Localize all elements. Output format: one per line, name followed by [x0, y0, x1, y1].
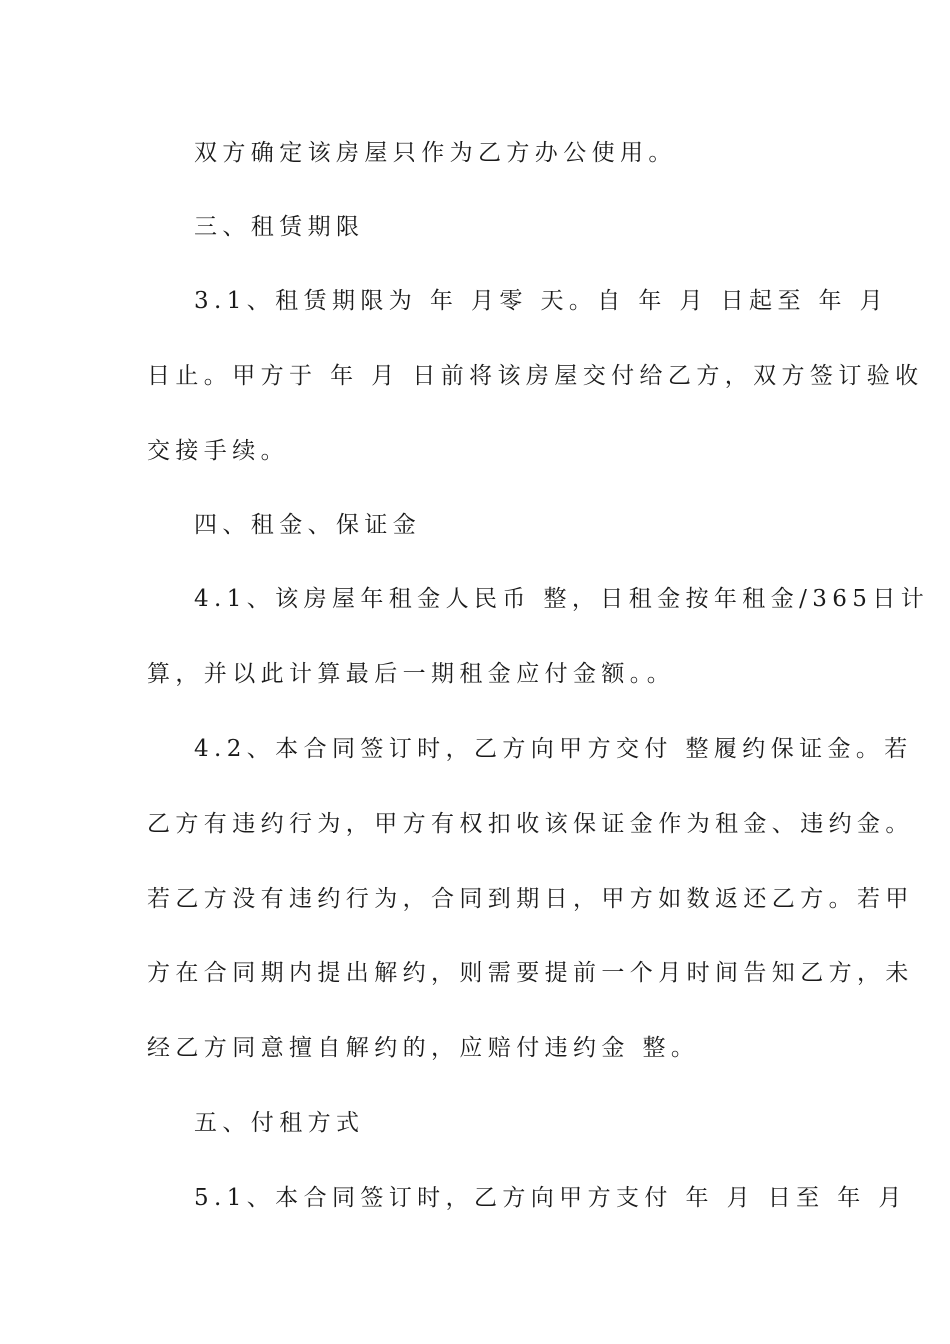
clause-4-2-line-2: 乙方有违约行为，甲方有权扣收该保证金作为租金、违约金。 [147, 811, 914, 837]
clause-3-1-line-2: 日止。甲方于 年 月 日前将该房屋交付给乙方，双方签订验收 [147, 363, 924, 389]
section-heading-rent-deposit: 四、租金、保证金 [194, 512, 422, 538]
paragraph-usage: 双方确定该房屋只作为乙方办公使用。 [194, 140, 677, 166]
section-heading-payment: 五、付租方式 [194, 1110, 365, 1136]
clause-3-1-line-3: 交接手续。 [147, 438, 289, 464]
clause-4-2-line-1: 4.2、本合同签订时，乙方向甲方交付 整履约保证金。若 [194, 736, 913, 762]
clause-4-1-line-2: 算，并以此计算最后一期租金应付金额。。 [147, 661, 676, 687]
section-heading-lease-term: 三、租赁期限 [194, 214, 365, 240]
clause-3-1-line-1: 3.1、租赁期限为 年 月零 天。自 年 月 日起至 年 月 [194, 288, 889, 314]
clause-4-2-line-4: 方在合同期内提出解约，则需要提前一个月时间告知乙方，未 [147, 960, 914, 986]
clause-4-2-line-3: 若乙方没有违约行为，合同到期日，甲方如数返还乙方。若甲 [147, 886, 914, 912]
clause-4-1-line-1: 4.1、该房屋年租金人民币 整，日租金按年租金/365日计 [194, 586, 930, 612]
clause-5-1-line-1: 5.1、本合同签订时，乙方向甲方支付 年 月 日至 年 月 [194, 1185, 907, 1211]
clause-4-2-line-5: 经乙方同意擅自解约的，应赔付违约金 整。 [147, 1035, 700, 1061]
